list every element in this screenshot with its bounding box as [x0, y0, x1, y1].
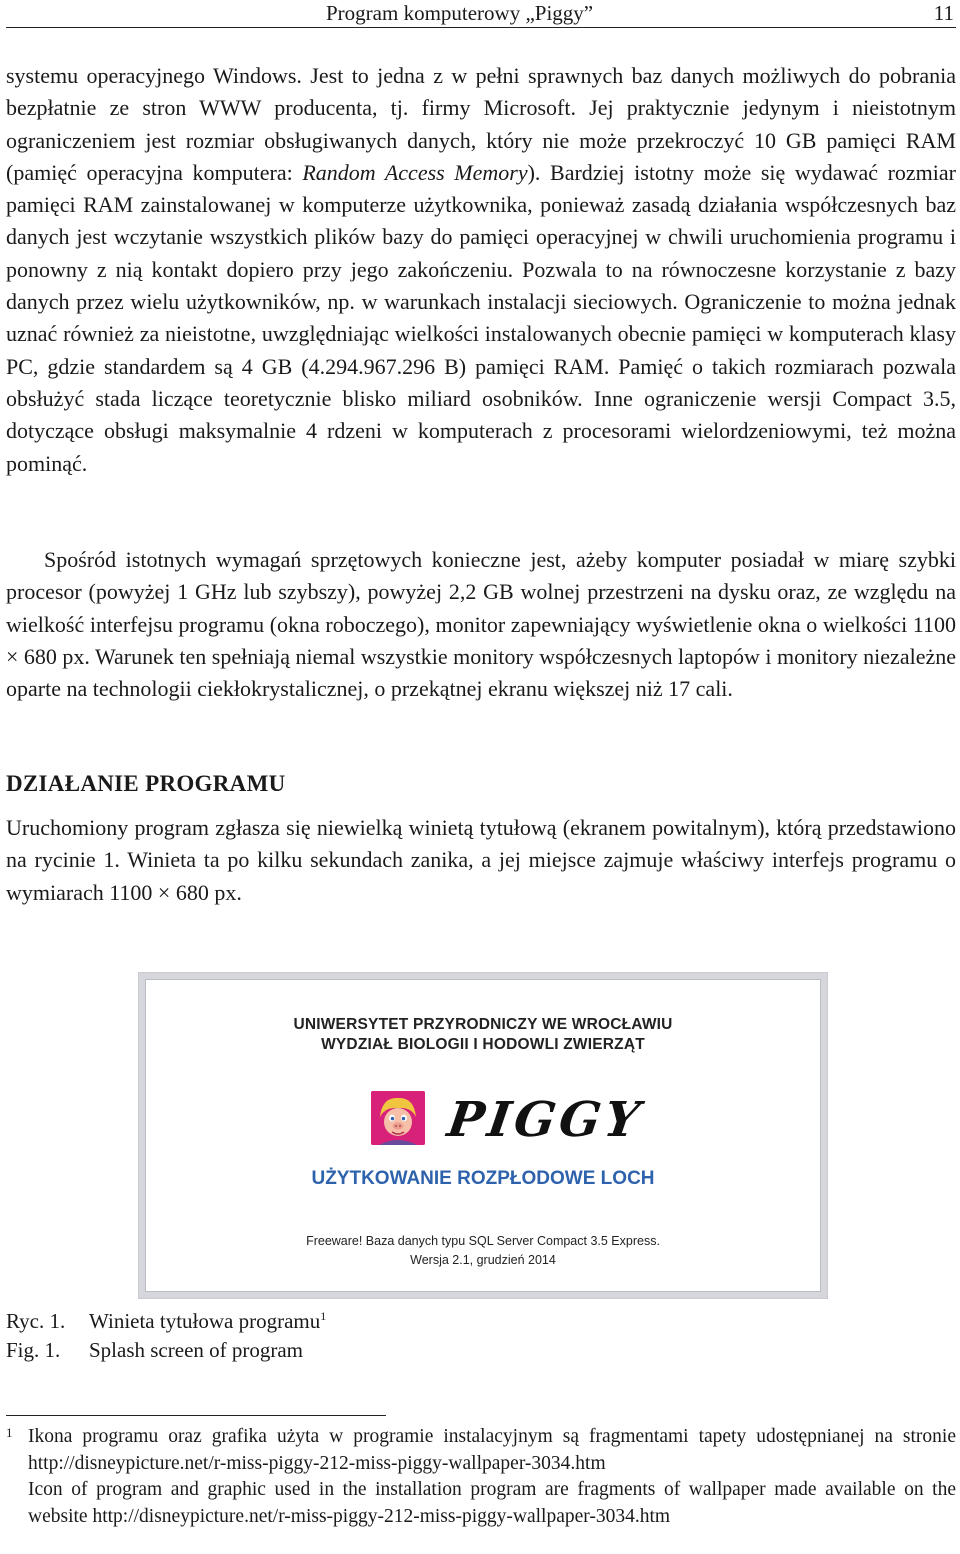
splash-logo-text: PIGGY [444, 1092, 647, 1148]
splash-subtitle: UŻYTKOWANIE ROZPŁODOWE LOCH [311, 1168, 655, 1189]
caption-pl-text: Winieta tytułowa programu [89, 1309, 321, 1333]
running-header [6, 0, 956, 28]
paragraph-3: Uruchomiony program zgłasza się niewielką winietą tytułową (ekranem powitalnym), którą przedstawiono na rycinie 1. Winieta ta po kilku sekundach zanika, a jej miejsce zajmuje właściwy interfejs programu o wymiarach 1100 × 680 px. [6, 815, 956, 905]
running-title: Program komputerowy „Piggy” [326, 1, 594, 25]
splash-freeware-note: Freeware! Baza danych typu SQL Server Compact 3.5 Express. [306, 1234, 660, 1248]
splash-university: UNIWERSYTET PRZYRODNICZY WE WROCŁAWIU [293, 1016, 673, 1033]
caption-en-text: Splash screen of program [89, 1338, 304, 1362]
footnote-mark: 1 [6, 1425, 13, 1440]
footnote-rule [6, 1415, 386, 1416]
splash-department: WYDZIAŁ BIOLOGII I HODOWLI ZWIERZĄT [321, 1036, 645, 1053]
paragraph-2: Spośród istotnych wymagań sprzętowych konieczne jest, ażeby komputer posiadał w miarę szybki procesor (powyżej 1 GHz lub szybszy), powyżej 2,2 GB wolnej przestrzeni na dysku oraz, ze względu na wielkość interfejsu programu (okna roboczego), monitor zapewniający wyświetlenie okna o wielkości 1100 × 680 px. Warunek ten spełniają niemal wszystkie monitory współczesnych laptopów i monitory niezależne oparte na technologii ciekłokrystalicznej, o przekątnej ekranu większej niż 17 cali. [6, 547, 956, 702]
miss-piggy-icon [371, 1091, 425, 1145]
caption-pl-footnote-ref: 1 [320, 1309, 327, 1323]
paragraph-1-start: systemu operacyjnego Windows. Jest to jedna z w pełni sprawnych baz danych możliwych do pobrania bezpłatnie ze stron WWW producenta, tj. firmy Microsoft. Jej praktycznie jedynym i nieistotnym ograniczeniem jest rozmiar obsługiwanych danych, który nie może przekroczyć 10 GB pamięci RAM (pamięć operacyjna komputera: [6, 63, 956, 185]
caption-en-label: Fig. 1. [6, 1338, 61, 1362]
section-heading: DZIAŁANIE PROGRAMU [6, 771, 286, 796]
caption-pl-label: Ryc. 1. [6, 1309, 66, 1333]
paragraph-1-rest: ). Bardziej istotny może się wydawać rozmiar pamięci RAM zainstalowanej w komputerze użytkownika, ponieważ zasadą działania współczesnych baz danych jest wczytanie wszystkich plików bazy do pamięci operacyjnej w chwili uruchomienia programu i ponowny z nią kontakt dopiero przy jego zakończeniu. Pozwala to na równoczesne korzystanie z bazy danych przez wielu użytkowników, np. w warunkach instalacji sieciowych. Ograniczenie to można jednak uznać również za nieistotne, uwzględniając wielkości instalowanych obecnie pamięci w komputerach klasy PC, gdzie standardem są 4 GB (4.294.967.296 B) pamięci RAM. Pamięć o takich rozmiarach pozwala obsłużyć stada liczące teoretycznie blisko miliard osobników. Inne ograniczenie wersji Compact 3.5, dotyczące obsługi maksymalnie 4 rdzeni w komputerach z procesorami wielordzeniowymi, też można pominąć. [6, 159, 956, 476]
splash-screen [145, 979, 821, 1292]
paragraph-1-italic: Random Access Memory [302, 159, 528, 185]
footnote-body [28, 1424, 956, 1530]
caption-en [6, 1338, 303, 1363]
paragraph-1 [6, 60, 956, 480]
caption-pl [6, 1309, 326, 1334]
footnote-pl: Ikona programu oraz grafika użyta w programie instalacyjnym są fragmentami tapety udostępnianej na stronie http://disneypicture.net/r-miss-piggy-212-miss-piggy-wallpaper-3034.htm [28, 1426, 956, 1474]
footnote [6, 1424, 956, 1530]
splash-version: Wersja 2.1, grudzień 2014 [410, 1253, 556, 1267]
footnote-en: Icon of program and graphic used in the installation program are fragments of wallpaper made available on the website http://disneypicture.net/r-miss-piggy-212-miss-piggy-wallpaper-3034.htm [28, 1479, 956, 1527]
figure-1 [138, 972, 828, 1299]
page-number: 11 [933, 1, 954, 25]
